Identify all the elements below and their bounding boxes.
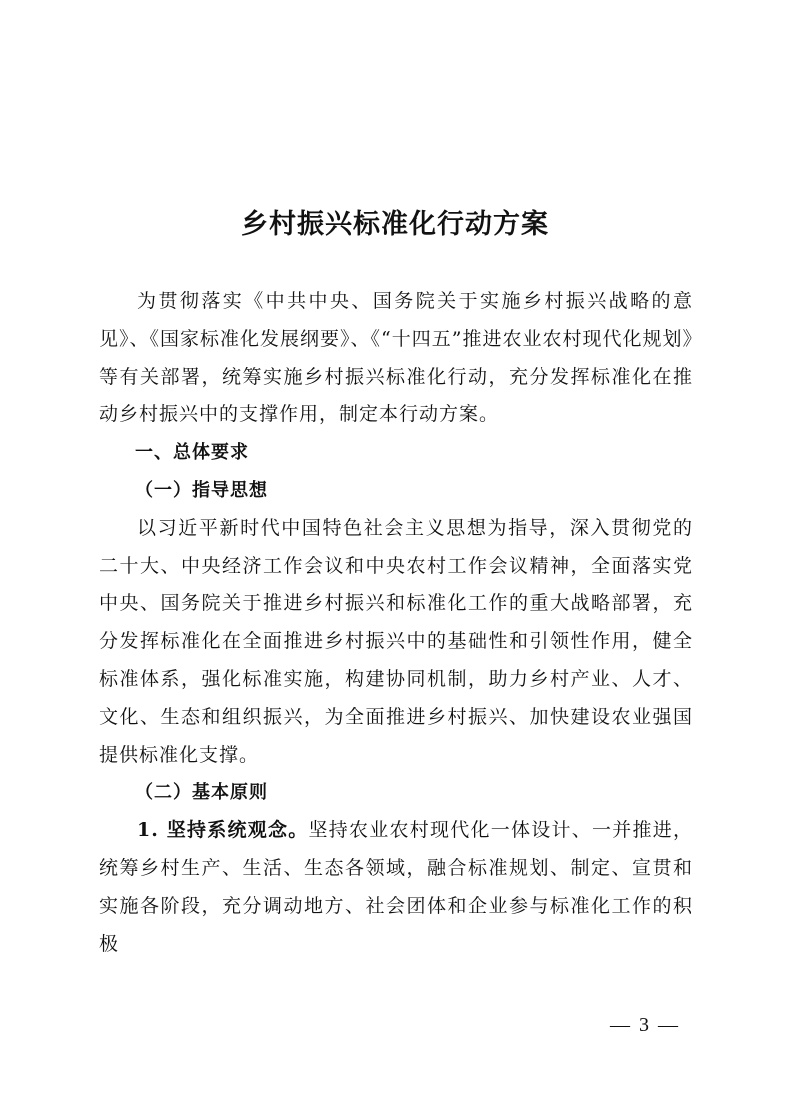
guiding-ideology-paragraph: 以习近平新时代中国特色社会主义思想为指导，深入贯彻党的二十大、中央经济工作会议和中央农村工作会议精神，全面落实党中央、国务院关于推进乡村振兴和标准化工作的重大战略部署，充分发挥标准化在全面推进乡村振兴中的基础性和引领性作用，健全标准体系，强化标准实施，构建协同机制，助力乡村产业、人才、文化、生态和组织振兴，为全面推进乡村振兴、加快建设农业强国提供标准化支撑。 [99,516,693,766]
page-number: — 3 — [610,1014,680,1036]
principle-1-lead: 1. 坚持系统观念。 [137,819,309,842]
principle-1-paragraph [99,812,693,963]
section-heading-general-requirements: 一、总体要求 [135,442,249,464]
intro-paragraph: 为贯彻落实《中共中央、国务院关于实施乡村振兴战略的意见》、《国家标准化发展纲要》、《“十四五”推进农业农村现代化规划》等有关部署，统筹实施乡村振兴标准化行动，充分发挥标准化在推动乡村振兴中的支撑作用，制定本行动方案。 [99,290,693,426]
subsection-heading-basic-principles: （二）基本原则 [135,782,268,804]
document-title: 乡村振兴标准化行动方案 [241,209,549,240]
subsection-heading-guiding-ideology: （一）指导思想 [135,479,268,501]
document-body [99,283,693,963]
principle-1-text: 坚持农业农村现代化一体设计、一并推进，统筹乡村生产、生活、生态各领域，融合标准规划、制定、宣贯和实施各阶段，充分调动地方、社会团体和企业参与标准化工作的积极 [99,819,693,955]
